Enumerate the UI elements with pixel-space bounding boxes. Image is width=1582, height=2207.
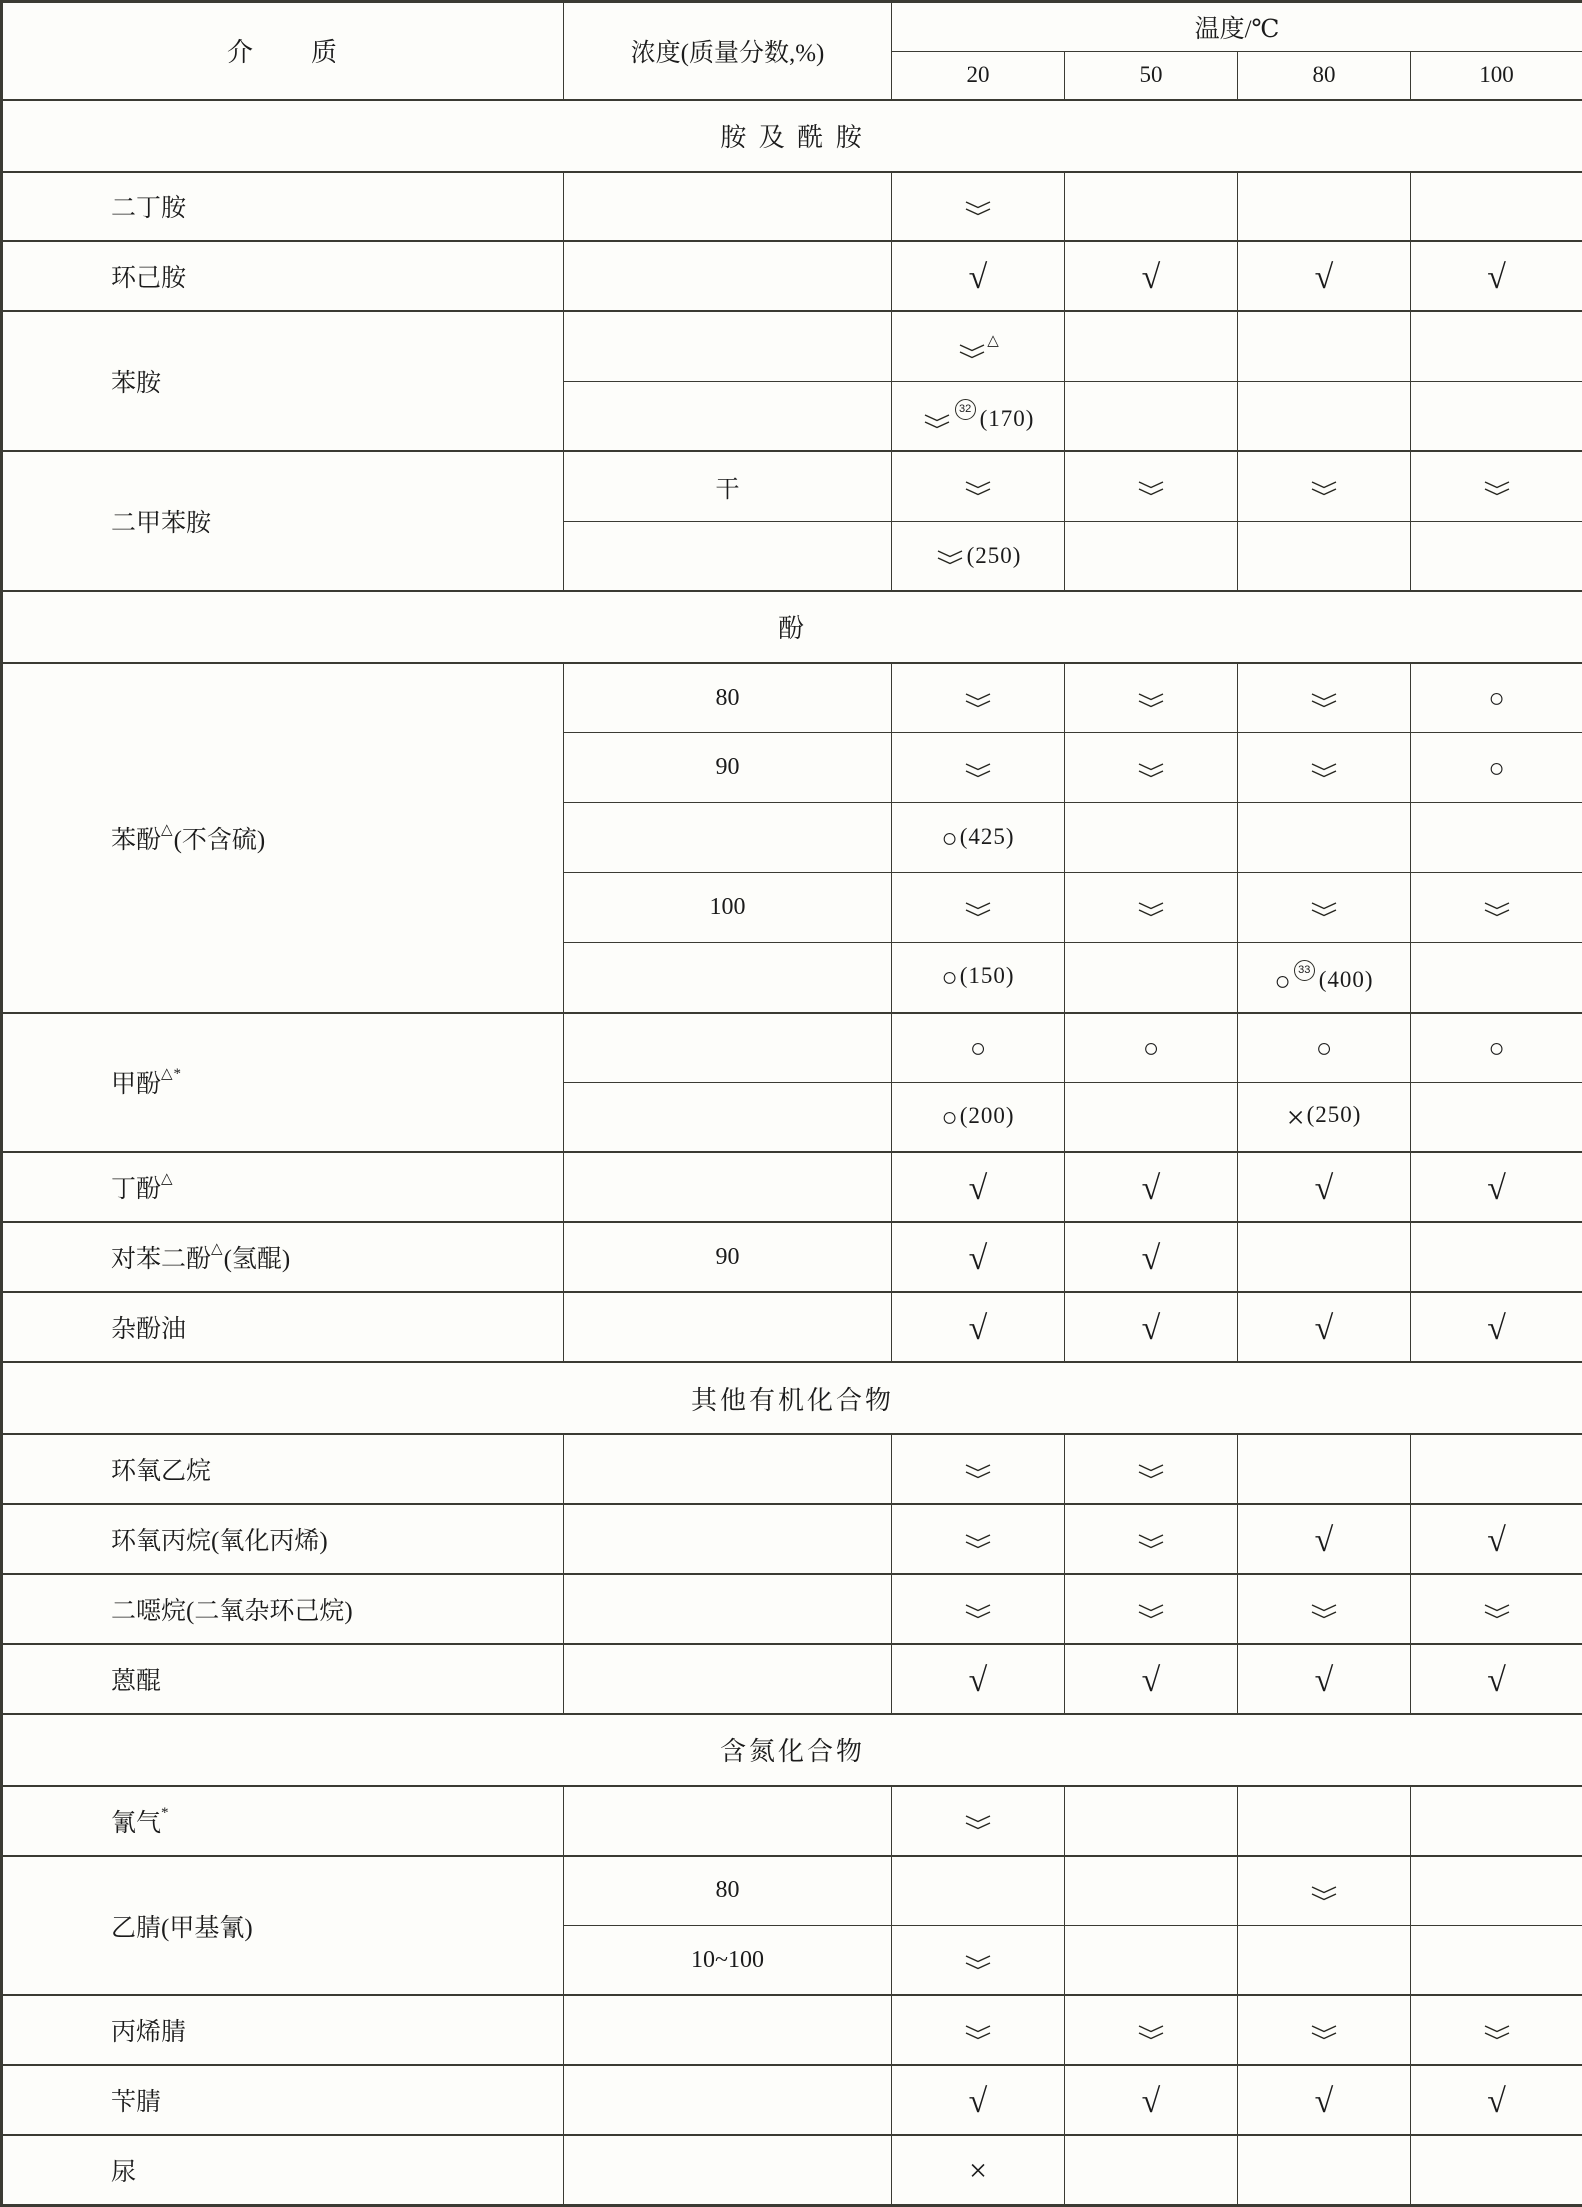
rating-cell <box>892 311 1065 381</box>
table-row <box>2 1152 1582 1222</box>
table-row <box>2 663 1582 733</box>
media-label: 环己胺 <box>111 265 187 293</box>
media-cell <box>2 241 564 311</box>
rating-cell <box>1411 241 1582 311</box>
concentration-cell <box>564 2135 892 2205</box>
table-header <box>2 2 1582 100</box>
concentration-cell <box>564 1292 892 1362</box>
rating-cell <box>1238 1786 1411 1856</box>
media-cell <box>2 1574 564 1644</box>
rating-cell <box>1065 943 1238 1013</box>
concentration-cell <box>564 1504 892 1574</box>
double-chevron-down-icon <box>935 549 965 565</box>
rating-cell <box>1238 1222 1411 1292</box>
double-chevron-down-icon <box>963 901 993 917</box>
rating-cell <box>1411 803 1582 873</box>
media-label-tail: (不含硫) <box>173 826 266 854</box>
check-icon: √ <box>1487 1521 1506 1559</box>
double-chevron-down-icon <box>1309 2024 1339 2040</box>
rating-cell <box>1065 172 1238 242</box>
double-chevron-down-icon <box>1136 692 1166 708</box>
rating-cell <box>892 2065 1065 2135</box>
rating-cell <box>1065 1292 1238 1362</box>
check-icon: √ <box>968 1661 988 1699</box>
temp-100-header: 100 <box>1411 52 1582 100</box>
check-icon: √ <box>1314 259 1334 297</box>
concentration-cell <box>564 1013 892 1083</box>
table-row <box>2 241 1582 311</box>
table-row <box>2 1574 1582 1644</box>
rating-cell <box>892 943 1065 1013</box>
media-cell <box>2 1222 564 1292</box>
concentration-cell <box>564 1082 892 1152</box>
concentration-cell <box>564 1574 892 1644</box>
rating-cell <box>1411 1152 1582 1222</box>
rating-cell <box>1065 803 1238 873</box>
concentration-cell <box>564 803 892 873</box>
table-row <box>2 1856 1582 1926</box>
rating-cell <box>892 663 1065 733</box>
double-chevron-down-icon <box>1482 1603 1512 1619</box>
limit-value: (250) <box>966 542 1022 568</box>
media-superscript: △* <box>161 1066 183 1083</box>
media-superscript: △ <box>211 1241 224 1258</box>
double-chevron-down-icon <box>1482 2024 1512 2040</box>
rating-cell <box>1238 663 1411 733</box>
concentration-cell: 100 <box>564 873 892 943</box>
rating-cell <box>892 1292 1065 1362</box>
section-row <box>2 1362 1582 1434</box>
table-row <box>2 172 1582 242</box>
rating-cell <box>892 1222 1065 1292</box>
rating-cell <box>1411 311 1582 381</box>
rating-cell <box>1065 1434 1238 1504</box>
media-label: 环氧乙烷 <box>111 1458 212 1486</box>
section-row <box>2 1714 1582 1786</box>
circle-icon: ○ <box>1142 1032 1160 1063</box>
rating-cell <box>1238 1995 1411 2065</box>
concentration-cell: 90 <box>564 1222 892 1292</box>
rating-cell <box>1238 1082 1411 1152</box>
double-chevron-down-icon <box>963 1954 993 1970</box>
rating-cell <box>892 521 1065 591</box>
media-superscript: * <box>161 1804 170 1821</box>
rating-cell <box>1065 873 1238 943</box>
rating-cell <box>892 381 1065 451</box>
rating-cell <box>1238 733 1411 803</box>
concentration-cell: 干 <box>564 451 892 521</box>
table-row <box>2 1504 1582 1574</box>
media-cell <box>2 172 564 242</box>
limit-value: (425) <box>959 823 1015 849</box>
rating-cell <box>1238 1013 1411 1083</box>
double-chevron-down-icon <box>1309 1885 1339 1901</box>
media-cell <box>2 451 564 591</box>
media-label: 氰气 <box>111 1809 162 1837</box>
media-cell <box>2 1856 564 1996</box>
rating-cell <box>892 1013 1065 1083</box>
check-icon: √ <box>1141 259 1161 297</box>
rating-cell <box>1238 1434 1411 1504</box>
rating-cell <box>1065 521 1238 591</box>
rating-cell <box>1238 451 1411 521</box>
rating-cell <box>1065 1856 1238 1926</box>
rating-cell <box>1411 663 1582 733</box>
rating-cell <box>892 733 1065 803</box>
check-icon: √ <box>968 2083 988 2121</box>
double-chevron-down-icon <box>963 692 993 708</box>
rating-cell <box>892 241 1065 311</box>
rating-cell <box>892 451 1065 521</box>
rating-cell <box>1411 943 1582 1013</box>
rating-cell <box>1238 381 1411 451</box>
circle-icon: ○ <box>1488 752 1505 783</box>
rating-cell <box>1065 1786 1238 1856</box>
table-row <box>2 1222 1582 1292</box>
check-icon: √ <box>1314 1521 1334 1559</box>
check-icon: √ <box>1141 1170 1161 1208</box>
rating-cell <box>1065 733 1238 803</box>
concentration-cell: 10~100 <box>564 1926 892 1996</box>
check-icon: √ <box>1314 1310 1334 1348</box>
rating-cell <box>1411 1082 1582 1152</box>
cross-icon: × <box>968 2152 988 2189</box>
concentration-cell <box>564 1434 892 1504</box>
rating-cell <box>1238 2065 1411 2135</box>
rating-cell <box>1411 451 1582 521</box>
double-chevron-down-icon <box>1309 762 1339 778</box>
rating-cell <box>1065 663 1238 733</box>
section-title: 含氮化合物 <box>2 1714 1582 1786</box>
concentration-cell <box>564 943 892 1013</box>
section-row <box>2 100 1582 172</box>
media-label: 丙烯腈 <box>111 2019 187 2047</box>
rating-cell <box>1411 2065 1582 2135</box>
double-chevron-down-icon <box>1136 2024 1166 2040</box>
media-superscript: △ <box>161 1171 174 1188</box>
rating-cell <box>892 1574 1065 1644</box>
limit-value: (150) <box>959 963 1015 989</box>
table-row <box>2 2065 1582 2135</box>
rating-cell <box>1411 381 1582 451</box>
media-label: 苄腈 <box>111 2089 162 2117</box>
table-row <box>2 1995 1582 2065</box>
media-label: 对苯二酚 <box>111 1246 212 1274</box>
rating-cell <box>1065 1644 1238 1714</box>
rating-cell <box>1238 2135 1411 2205</box>
media-label: 乙腈(甲基氰) <box>111 1914 253 1942</box>
rating-cell <box>1411 172 1582 242</box>
double-chevron-down-icon <box>1309 692 1339 708</box>
check-icon: √ <box>1314 1170 1334 1208</box>
rating-cell <box>892 1995 1065 2065</box>
circle-icon: ○ <box>969 1032 987 1063</box>
rating-cell <box>892 172 1065 242</box>
rating-cell <box>1065 1574 1238 1644</box>
check-icon: √ <box>1141 2083 1161 2121</box>
double-chevron-down-icon <box>1136 762 1166 778</box>
rating-cell <box>1238 1856 1411 1926</box>
media-cell <box>2 1995 564 2065</box>
media-cell <box>2 1434 564 1504</box>
rating-cell <box>892 1644 1065 1714</box>
rating-cell <box>1238 803 1411 873</box>
check-icon: √ <box>968 1310 988 1348</box>
double-chevron-down-icon <box>963 2024 993 2040</box>
table-row <box>2 1644 1582 1714</box>
rating-cell <box>892 1856 1065 1926</box>
rating-cell <box>1065 311 1238 381</box>
media-label: 丁酚 <box>111 1176 162 1204</box>
rating-cell <box>1411 1574 1582 1644</box>
rating-cell <box>1238 873 1411 943</box>
temperature-column-header: 温度/℃ <box>892 2 1582 52</box>
rating-cell <box>1411 2135 1582 2205</box>
media-label: 环氧丙烷(氧化丙烯) <box>111 1527 328 1555</box>
rating-cell <box>1411 873 1582 943</box>
limit-value: (200) <box>959 1103 1015 1129</box>
table-row <box>2 1434 1582 1504</box>
rating-cell <box>1411 1013 1582 1083</box>
concentration-cell <box>564 381 892 451</box>
rating-cell <box>1065 1082 1238 1152</box>
double-chevron-down-icon <box>1482 480 1512 496</box>
check-icon: √ <box>1487 1661 1506 1699</box>
media-label: 杂酚油 <box>111 1316 187 1344</box>
circle-icon: ○ <box>941 822 958 853</box>
rating-cell <box>1411 1786 1582 1856</box>
temp-20-header: 20 <box>892 52 1065 100</box>
table-body <box>2 100 1582 2206</box>
circled-footnote-33-icon: 33 <box>1294 960 1315 981</box>
temp-80-header: 80 <box>1238 52 1411 100</box>
section-row <box>2 591 1582 663</box>
rating-cell <box>1411 1292 1582 1362</box>
media-cell <box>2 1152 564 1222</box>
double-chevron-down-icon <box>963 1533 993 1549</box>
double-chevron-down-icon <box>963 1463 993 1479</box>
double-chevron-down-icon <box>1482 901 1512 917</box>
circle-icon: ○ <box>1488 683 1505 714</box>
table-row <box>2 1786 1582 1856</box>
check-icon: √ <box>968 259 988 297</box>
rating-cell <box>1411 1434 1582 1504</box>
rating-cell <box>1238 241 1411 311</box>
rating-cell <box>892 2135 1065 2205</box>
media-label: 尿 <box>111 2159 137 2187</box>
rating-cell <box>1238 1152 1411 1222</box>
double-chevron-down-icon <box>1309 901 1339 917</box>
double-chevron-down-icon <box>963 1603 993 1619</box>
table-row <box>2 1013 1582 1083</box>
rating-cell <box>1411 1644 1582 1714</box>
concentration-cell <box>564 1995 892 2065</box>
media-label: 苯胺 <box>111 370 162 398</box>
check-icon: √ <box>1314 2083 1334 2121</box>
concentration-cell: 80 <box>564 1856 892 1926</box>
double-chevron-down-icon <box>1136 1533 1166 1549</box>
rating-cell <box>892 1082 1065 1152</box>
concentration-cell <box>564 172 892 242</box>
concentration-cell <box>564 1644 892 1714</box>
concentration-cell <box>564 1152 892 1222</box>
rating-cell <box>892 1926 1065 1996</box>
section-title: 胺 及 酰 胺 <box>2 100 1582 172</box>
rating-cell <box>1065 1013 1238 1083</box>
check-icon: √ <box>1141 1661 1161 1699</box>
rating-cell <box>1411 1995 1582 2065</box>
media-cell <box>2 1644 564 1714</box>
media-cell <box>2 311 564 451</box>
rating-cell <box>892 1504 1065 1574</box>
check-icon: √ <box>1141 1310 1161 1348</box>
concentration-cell: 90 <box>564 733 892 803</box>
rating-cell <box>1238 1644 1411 1714</box>
check-icon: √ <box>1141 1240 1161 1278</box>
rating-cell <box>892 1786 1065 1856</box>
rating-cell <box>1065 1222 1238 1292</box>
media-label: 二噁烷(二氧杂环己烷) <box>111 1597 353 1625</box>
check-icon: √ <box>1487 2083 1506 2121</box>
rating-cell <box>1065 1504 1238 1574</box>
media-label-tail: (氢醌) <box>223 1246 291 1274</box>
media-label: 苯酚 <box>111 826 162 854</box>
double-chevron-down-icon <box>963 762 993 778</box>
rating-cell <box>1411 1504 1582 1574</box>
media-superscript: △ <box>161 821 174 838</box>
check-icon: √ <box>1314 1661 1334 1699</box>
media-cell <box>2 1292 564 1362</box>
rating-cell <box>892 1434 1065 1504</box>
rating-cell <box>1238 1926 1411 1996</box>
rating-cell <box>1065 1926 1238 1996</box>
rating-cell <box>1065 1995 1238 2065</box>
check-icon: √ <box>1487 259 1506 297</box>
circled-footnote-32-icon: 32 <box>955 399 976 420</box>
double-chevron-down-icon <box>922 413 952 429</box>
rating-cell <box>892 1152 1065 1222</box>
media-label: 蒽醌 <box>111 1667 162 1695</box>
rating-cell <box>1065 2065 1238 2135</box>
temp-50-header: 50 <box>1065 52 1238 100</box>
concentration-cell <box>564 521 892 591</box>
concentration-cell <box>564 311 892 381</box>
table-row <box>2 2135 1582 2205</box>
concentration-cell <box>564 1786 892 1856</box>
concentration-cell <box>564 241 892 311</box>
double-chevron-down-icon <box>1136 1463 1166 1479</box>
limit-value: (170) <box>979 406 1035 432</box>
double-chevron-down-icon <box>957 343 987 359</box>
double-chevron-down-icon <box>963 480 993 496</box>
limit-value: (250) <box>1306 1102 1362 1128</box>
rating-cell <box>892 873 1065 943</box>
rating-cell <box>1411 521 1582 591</box>
media-cell <box>2 1786 564 1856</box>
rating-cell <box>1411 1856 1582 1926</box>
rating-cell <box>1238 311 1411 381</box>
double-chevron-down-icon <box>1136 1603 1166 1619</box>
circle-icon: ○ <box>1274 965 1291 996</box>
table-row <box>2 451 1582 521</box>
double-chevron-down-icon <box>963 1814 993 1830</box>
rating-cell <box>1411 1926 1582 1996</box>
rating-cell <box>1238 1292 1411 1362</box>
limit-value: (400) <box>1318 966 1374 992</box>
rating-cell <box>892 803 1065 873</box>
rating-cell <box>1065 2135 1238 2205</box>
media-cell <box>2 1013 564 1153</box>
rating-cell <box>1065 451 1238 521</box>
check-icon: √ <box>1487 1170 1506 1208</box>
rating-cell <box>1238 943 1411 1013</box>
rating-cell <box>1238 521 1411 591</box>
media-cell <box>2 2065 564 2135</box>
double-chevron-down-icon <box>963 200 993 216</box>
concentration-cell <box>564 2065 892 2135</box>
media-column-header: 介 质 <box>2 2 564 100</box>
rating-cell <box>1411 1222 1582 1292</box>
rating-cell <box>1238 1574 1411 1644</box>
media-cell <box>2 2135 564 2205</box>
check-icon: √ <box>968 1170 988 1208</box>
circle-icon: ○ <box>1488 1032 1505 1063</box>
media-cell <box>2 663 564 1013</box>
media-cell <box>2 1504 564 1574</box>
cross-icon: × <box>1286 1099 1305 1136</box>
triangle-superscript-icon: △ <box>987 332 999 349</box>
circle-icon: ○ <box>941 1102 958 1133</box>
double-chevron-down-icon <box>1309 480 1339 496</box>
concentration-column-header: 浓度(质量分数,%) <box>564 2 892 100</box>
rating-cell <box>1065 1152 1238 1222</box>
check-icon: √ <box>1487 1310 1506 1348</box>
section-title: 酚 <box>2 591 1582 663</box>
rating-cell <box>1238 172 1411 242</box>
rating-cell <box>1065 241 1238 311</box>
table-row <box>2 311 1582 381</box>
concentration-cell: 80 <box>564 663 892 733</box>
check-icon: √ <box>968 1240 988 1278</box>
rating-cell <box>1065 381 1238 451</box>
circle-icon: ○ <box>941 962 958 993</box>
double-chevron-down-icon <box>1136 901 1166 917</box>
media-label: 二丁胺 <box>111 195 187 223</box>
media-label: 二甲苯胺 <box>111 510 212 538</box>
rating-cell <box>1411 733 1582 803</box>
rating-cell <box>1238 1504 1411 1574</box>
media-label: 甲酚 <box>111 1071 162 1099</box>
circle-icon: ○ <box>1315 1032 1333 1063</box>
double-chevron-down-icon <box>1309 1603 1339 1619</box>
double-chevron-down-icon <box>1136 480 1166 496</box>
table-row <box>2 1292 1582 1362</box>
section-title: 其他有机化合物 <box>2 1362 1582 1434</box>
